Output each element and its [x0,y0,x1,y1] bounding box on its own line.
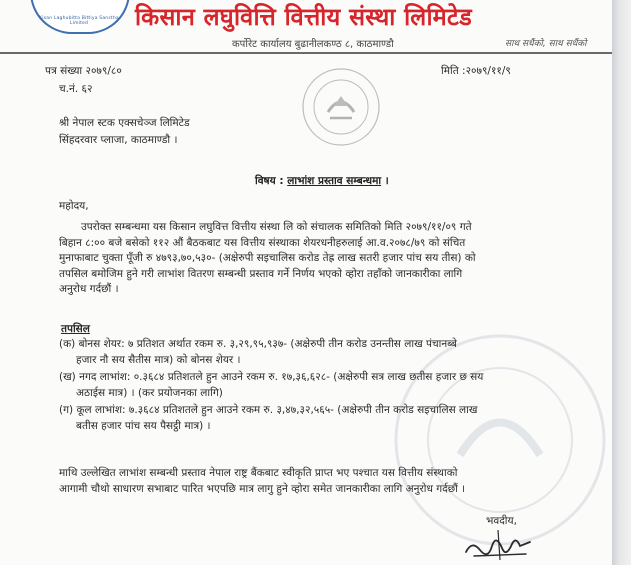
organization-logo [30,0,126,32]
seal-watermark-icon [300,66,382,148]
signature-icon [462,526,534,564]
item-ga [59,403,593,434]
salutation: महोदय, [59,200,89,212]
item-ka [59,337,593,368]
office-address: कर्पोरेट कार्यालय बुढानीलकण्ठ ८, काठमाण्डौ [232,39,394,50]
dispatch-number: च.नं. ६२ [59,83,93,95]
tapasil-heading: तपसिल [61,323,90,335]
item-kha [59,370,593,401]
subject-text: लाभांश प्रस्ताव सम्बन्धमा [287,175,382,187]
sign-off: भवदीय, [486,515,517,527]
paragraph-line: माथि उल्लेखित लाभांश सम्बन्धी प्रस्ताव नेपाल राष्ट्र बैंकबाट स्वीकृति प्राप्त भए पश्चात यस वित्तीय संस्थाको [59,467,458,479]
letter-date: मिति :२०७९/११/९ [441,65,511,77]
subject-label: विषय : [255,175,284,187]
paragraph-line: उपरोक्त सम्बन्धमा यस किसान लघुवित्त वित्तीय संस्था लि को संचालक समितिको मिति २०७९/११/०९ गते [81,221,472,233]
paragraph-line: आगामी चौथो साधारण सभाबाट पारित भएपछि मात्र लागु हुने व्होरा समेत जानकारीका लागि अनुरोध गर्दछौं । [59,482,466,495]
paragraph-line: मुनाफाबाट चुक्ता पूँजी रु ४७९३,७०,५३०- (अक्षेरुपी सइचालिस करोड तेह्र लाख सतरी हजार पांच सय तीस) को [59,252,476,265]
item-line: अठाईस मात्र) । (कर प्रयोजनका लागि) [76,386,223,399]
logo-text: Kisan Laghubitta Bittiya Sanstha Limited [39,16,119,26]
slogan: साथ सधैंको, साथ सधैंको [505,39,587,49]
subject-line [255,174,389,188]
item-line: हजार नौ सय सैतीस मात्र) को बोनस शेयर । [76,353,241,366]
item-line: (क) बोनस शेयर: ७ प्रतिशत अर्थात रकम रु. ३,२९,९५,९३७- (अक्षेरुपी तीन करोड उनन्तीस लाख पंचानब्बे [59,338,457,350]
reference-number: पत्र संख्या २०७९/८० [45,65,122,77]
recipient-address: सिंहदरवार प्लाजा, काठमाण्डौ । [59,134,178,146]
item-line: बतीस हजार पांच सय पैसट्ठी मात्र) । [76,419,211,432]
subject-end: । [384,175,389,187]
paragraph-line: अनुरोध गर्दछौं । [59,283,119,296]
paragraph-line: बिहान ८:०० बजे बसेको ११२ औं बैठकबाट यस वित्तीय संस्थाका शेयरधनीहरुलाई आ.व.२०७८/७९ को संचित [59,236,466,249]
closing-paragraph [59,466,593,497]
organization-name: किसान लघुवित्ति वित्तीय संस्था लिमिटेड [135,3,472,31]
recipient-name: श्री नेपाल स्टक एक्सचेञ्ज लिमिटेड [59,117,190,129]
paragraph-line: तपसिल बमोजिम हुने गरी लाभांश वितरण सम्बन्धी प्रस्ताव गर्ने निर्णय भएको व्होरा तहाँको जानकारीका लागि [59,267,463,280]
item-line: (ग) कूल लाभांश: ७.३६८४ प्रतिशतले हुन आउने रकम रु. ३,४७,३२,५६५- (अक्षेरुपी तीन करोड सइचालिस लाख [59,404,478,416]
item-line: (ख) नगद लाभांश: ०.३६८४ प्रतिशतले हुन आउने रकम रु. १७,३६,६२८- (अक्षेरुपी सत्र लाख छतीस हजार छ सय [59,371,484,383]
scan-edge [612,0,631,565]
header-divider [0,52,612,54]
body-paragraph [59,220,593,298]
